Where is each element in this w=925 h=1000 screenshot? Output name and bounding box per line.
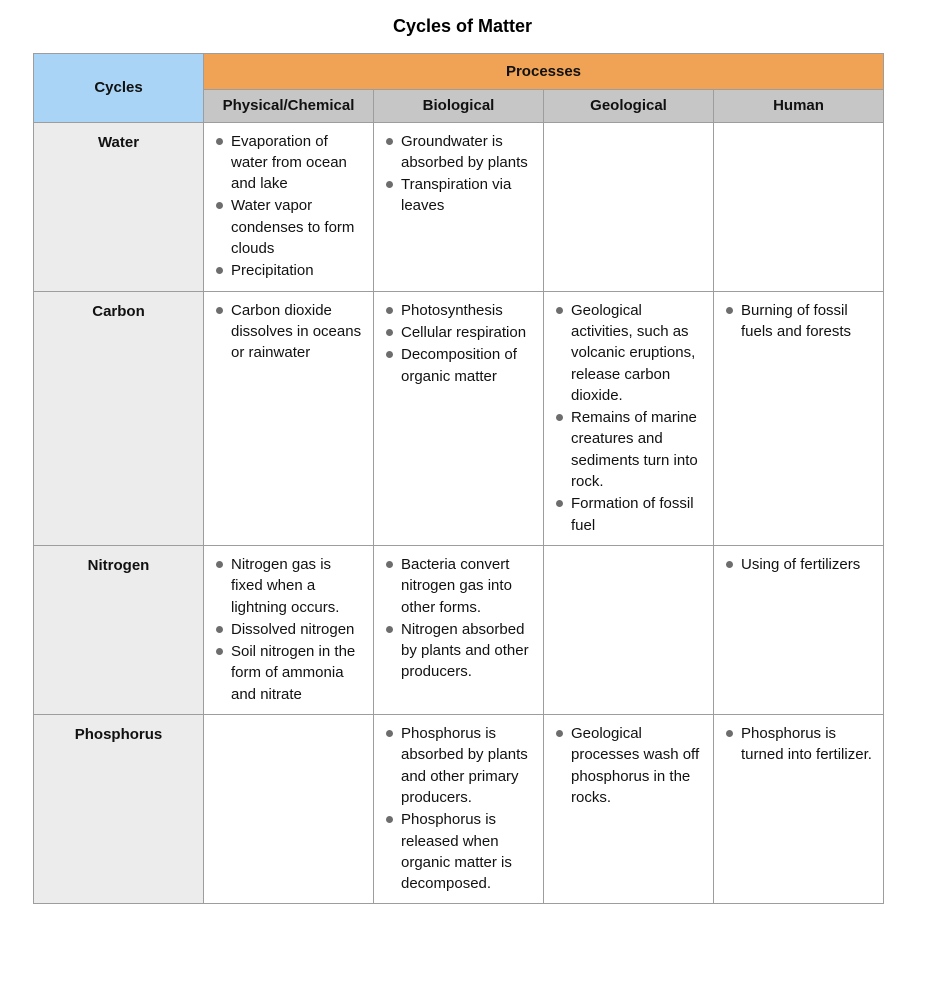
bullet-list	[382, 131, 535, 217]
cycle-name-cell: Carbon	[34, 291, 204, 545]
process-cell	[544, 291, 714, 545]
bullet-item: Dissolved nitrogen	[214, 619, 365, 640]
bullet-list	[722, 723, 875, 766]
bullet-item: Decomposition of organic matter	[384, 344, 535, 387]
bullet-list	[722, 554, 875, 575]
cycle-row-carbon	[34, 291, 884, 545]
bullet-item: Burning of fossil fuels and forests	[724, 300, 875, 343]
process-cell	[544, 545, 714, 714]
cycle-name-cell: Nitrogen	[34, 545, 204, 714]
process-cell	[204, 715, 374, 904]
bullet-list	[722, 300, 875, 343]
bullet-list	[382, 554, 535, 683]
cycle-name-cell: Water	[34, 122, 204, 291]
bullet-item: Cellular respiration	[384, 322, 535, 343]
process-cell	[374, 715, 544, 904]
column-header-human: Human	[714, 90, 884, 122]
process-cell	[204, 122, 374, 291]
bullet-item: Nitrogen gas is fixed when a lightning occurs.	[214, 554, 365, 618]
bullet-item: Remains of marine creatures and sediments turn into rock.	[554, 407, 705, 492]
bullet-item: Nitrogen absorbed by plants and other producers.	[384, 619, 535, 683]
bullet-item: Phosphorus is turned into fertilizer.	[724, 723, 875, 766]
bullet-list	[212, 300, 365, 364]
cycles-header-cell: Cycles	[34, 54, 204, 123]
column-header-physical-chemical: Physical/Chemical	[204, 90, 374, 122]
process-cell	[544, 715, 714, 904]
column-header-geological: Geological	[544, 90, 714, 122]
bullet-list	[382, 300, 535, 387]
bullet-item: Phosphorus is released when organic matter is decomposed.	[384, 809, 535, 894]
bullet-item: Evaporation of water from ocean and lake	[214, 131, 365, 195]
table-body	[34, 122, 884, 904]
process-cell	[374, 291, 544, 545]
process-cell	[204, 291, 374, 545]
cycle-row-water	[34, 122, 884, 291]
cycle-name-cell: Phosphorus	[34, 715, 204, 904]
bullet-item: Transpiration via leaves	[384, 174, 535, 217]
bullet-item: Phosphorus is absorbed by plants and other primary producers.	[384, 723, 535, 808]
bullet-item: Using of fertilizers	[724, 554, 875, 575]
process-cell	[374, 122, 544, 291]
process-cell	[544, 122, 714, 291]
bullet-item: Geological processes wash off phosphorus in the rocks.	[554, 723, 705, 808]
process-cell	[714, 122, 884, 291]
process-cell	[714, 545, 884, 714]
group-header-row	[34, 54, 884, 90]
processes-header-cell: Processes	[204, 54, 884, 90]
process-cell	[714, 715, 884, 904]
bullet-item: Water vapor condenses to form clouds	[214, 195, 365, 259]
bullet-item: Photosynthesis	[384, 300, 535, 321]
bullet-list	[552, 300, 705, 536]
table-header	[34, 54, 884, 123]
bullet-item: Groundwater is absorbed by plants	[384, 131, 535, 174]
bullet-item: Carbon dioxide dissolves in oceans or rainwater	[214, 300, 365, 364]
cycle-row-phosphorus	[34, 715, 884, 904]
bullet-item: Bacteria convert nitrogen gas into other forms.	[384, 554, 535, 618]
bullet-item: Formation of fossil fuel	[554, 493, 705, 536]
bullet-item: Geological activities, such as volcanic eruptions, release carbon dioxide.	[554, 300, 705, 406]
column-header-biological: Biological	[374, 90, 544, 122]
process-cell	[204, 545, 374, 714]
bullet-list	[382, 723, 535, 894]
bullet-item: Soil nitrogen in the form of ammonia and nitrate	[214, 641, 365, 705]
page-title: Cycles of Matter	[392, 16, 533, 36]
bullet-list	[212, 554, 365, 705]
process-cell	[714, 291, 884, 545]
bullet-list	[212, 131, 365, 282]
cycle-row-nitrogen	[34, 545, 884, 714]
bullet-list	[552, 723, 705, 808]
bullet-item: Precipitation	[214, 260, 365, 281]
cycles-of-matter-table	[33, 53, 884, 904]
process-cell	[374, 545, 544, 714]
